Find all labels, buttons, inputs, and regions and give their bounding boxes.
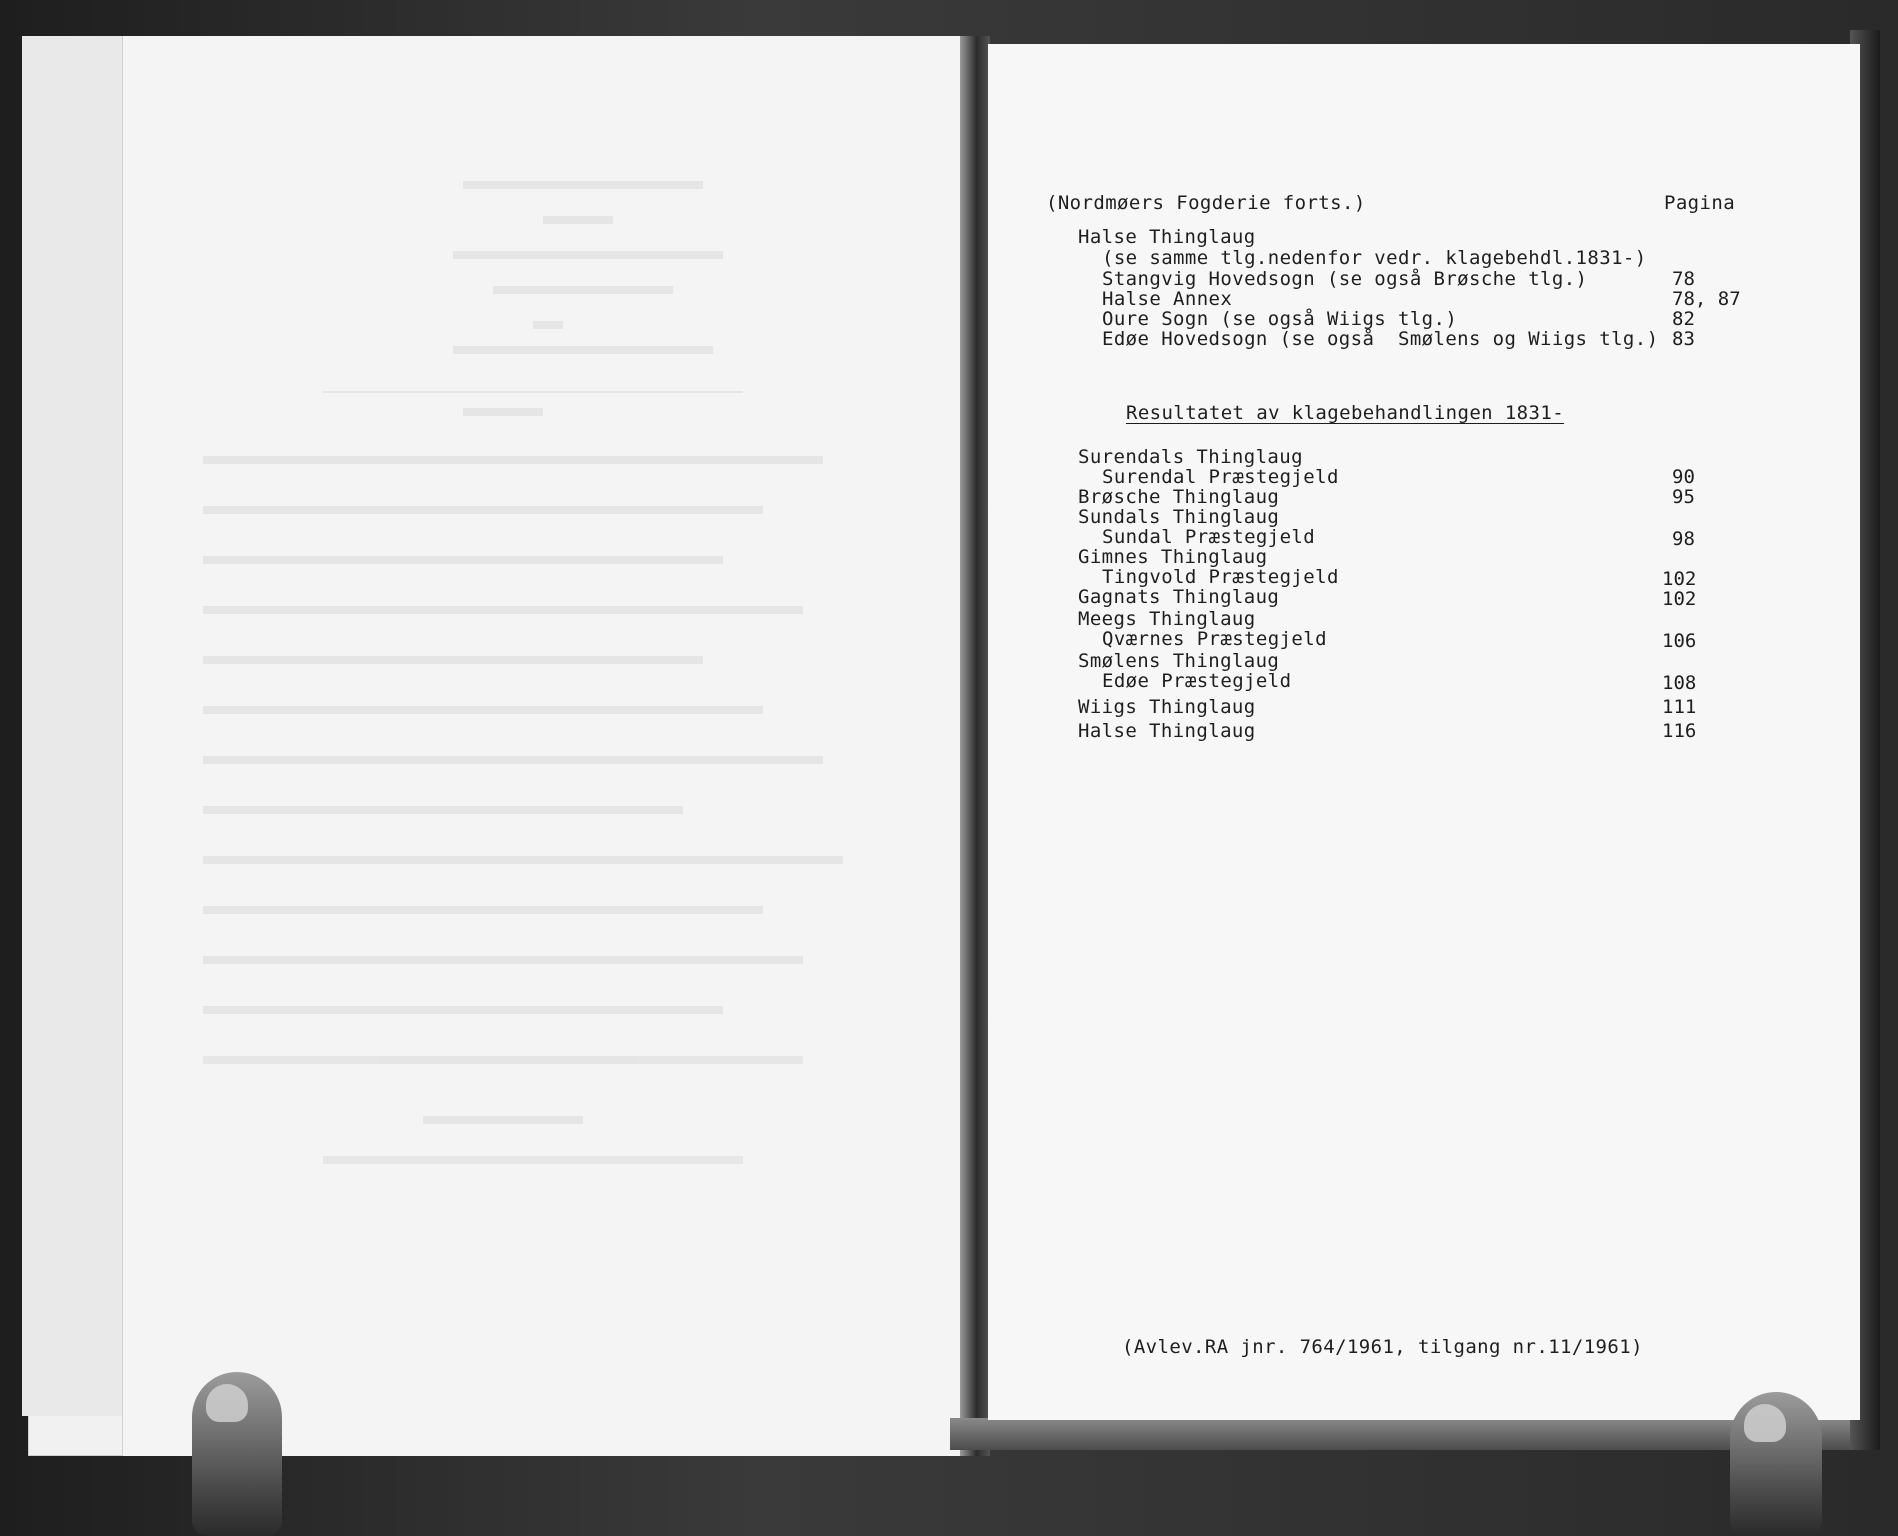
entry-page: 78, 87 (1672, 288, 1741, 310)
bleed-through-text (123, 36, 978, 1456)
entry-label: Halse Annex (1102, 288, 1233, 310)
underlying-sheet (22, 36, 132, 1416)
entry-label: Stangvig Hovedsogn (se også Brøsche tlg.) (1102, 268, 1588, 290)
thumbnail-nail (1744, 1404, 1786, 1442)
entry-page: 78 (1672, 268, 1695, 290)
entry-label: Surendals Thinglaug (1078, 446, 1303, 468)
entry-page: 116 (1662, 720, 1697, 742)
entry-label: Gimnes Thinglaug (1078, 546, 1268, 568)
entry-label: Smølens Thinglaug (1078, 650, 1280, 672)
thumb-right (1730, 1392, 1822, 1536)
pagina-label: Pagina (1664, 192, 1736, 214)
entry-page: 95 (1672, 486, 1695, 508)
entry-label: Tingvold Præstegjeld (1102, 566, 1339, 588)
entry-label: Edøe Hovedsogn (se også Smølens og Wiigs tlg.) (1102, 328, 1659, 350)
entry-label: Gagnats Thinglaug (1078, 586, 1280, 608)
entry-label: Brøsche Thinglaug (1078, 486, 1280, 508)
section-note: (se samme tlg.nedenfor vedr. klagebehdl.1831-) (1102, 247, 1647, 269)
entry-page: 98 (1672, 528, 1695, 550)
entry-label: Meegs Thinglaug (1078, 608, 1256, 630)
entry-page: 82 (1672, 308, 1695, 330)
entry-page: 102 (1662, 568, 1697, 590)
thumb-left (192, 1372, 282, 1536)
right-page (988, 44, 1860, 1420)
entry-label: Sundals Thinglaug (1078, 506, 1280, 528)
entry-label: Surendal Præstegjeld (1102, 466, 1339, 488)
section-heading: Halse Thinglaug (1078, 226, 1256, 248)
entry-label: Oure Sogn (se også Wiigs tlg.) (1102, 308, 1458, 330)
blank-sheet (123, 36, 978, 1456)
entry-label: Edøe Præstegjeld (1102, 670, 1292, 692)
results-heading: Resultatet av klagebehandlingen 1831- (1126, 402, 1565, 424)
entry-page: 108 (1662, 672, 1697, 694)
entry-label: Wiigs Thinglaug (1078, 696, 1256, 718)
entry-page: 111 (1662, 696, 1697, 718)
page-heading: (Nordmøers Fogderie forts.) (1046, 192, 1366, 214)
archive-note: (Avlev.RA jnr. 764/1961, tilgang nr.11/1961) (1122, 1336, 1643, 1358)
left-page (28, 36, 978, 1456)
entry-page: 106 (1662, 630, 1697, 652)
thumbnail-nail (206, 1384, 248, 1422)
entry-page: 83 (1672, 328, 1695, 350)
entry-label: Halse Thinglaug (1078, 720, 1256, 742)
entry-page: 102 (1662, 588, 1697, 610)
book-base (950, 1418, 1850, 1450)
entry-label: Sundal Præstegjeld (1102, 526, 1316, 548)
book-gutter (960, 36, 990, 1456)
entry-page: 90 (1672, 466, 1695, 488)
entry-label: Qværnes Præstegjeld (1102, 628, 1327, 650)
